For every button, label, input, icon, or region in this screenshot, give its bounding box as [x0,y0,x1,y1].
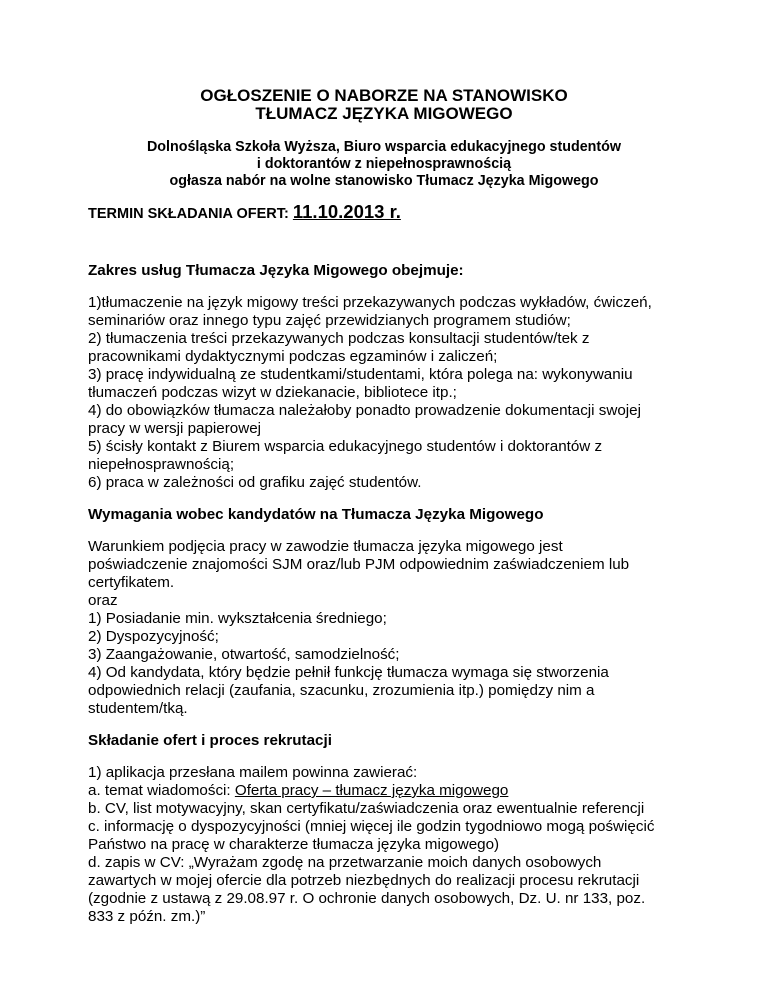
requirements-line: 2) Dyspozycyjność; [88,628,219,645]
scope-line: pracownikami dydaktycznymi podczas egzaminów i zaliczeń; [88,348,498,365]
application-line: 1) aplikacja przesłana mailem powinna zawierać: [88,764,418,781]
scope-line: seminariów oraz innego typu zajęć przewidzianych programem studiów; [88,312,571,329]
scope-line: 4) do obowiązków tłumacza należałoby ponadto prowadzenie dokumentacji swojej [88,402,641,419]
organization-line: Dolnośląska Szkoła Wyższa, Biuro wsparcia edukacyjnego studentów [146,139,622,155]
deadline [88,203,401,223]
scope-line: 1)tłumaczenie na język migowy treści przekazywanych podczas wykładów, ćwiczeń, [88,294,652,311]
requirements-line: studentem/tką. [88,700,188,717]
scope-line: pracy w wersji papierowej [88,420,262,437]
application-line: d. zapis w CV: „Wyrażam zgodę na przetwarzanie moich danych osobowych [88,854,602,871]
scope-line: 3) pracę indywidualną ze studentkami/studentami, która polega na: wykonywaniu [88,366,633,383]
application-line: b. CV, list motywacyjny, skan certyfikatu/zaświadczenia oraz ewentualnie referencji [88,800,645,817]
email-subject-value: Oferta pracy – tłumacz języka migowego [234,782,509,799]
application-heading: Składanie ofert i proces rekrutacji [88,732,332,749]
requirements-line: oraz [88,592,118,609]
deadline-date: 11.10.2013 r. [292,201,401,222]
requirements-line: certyfikatem. [88,574,175,591]
page-title-second-line: TŁUMACZ JĘZYKA MIGOWEGO [255,104,513,123]
application-line: c. informację o dyspozycyjności (mniej więcej ile godzin tygodniowo mogą poświęcić [88,818,655,835]
scope-line: 6) praca w zależności od grafiku zajęć studentów. [88,474,422,491]
email-subject-prefix: a. temat wiadomości: [88,782,235,799]
requirements-line: Warunkiem podjęcia pracy w zawodzie tłumacza języka migowego jest [88,538,563,555]
scope-line: 5) ścisły kontakt z Biurem wsparcia edukacyjnego studentów i doktorantów z [88,438,603,455]
email-subject-line [88,782,508,800]
page-title: OGŁOSZENIE O NABORZE NA STANOWISKO [200,86,568,105]
requirements-line: poświadczenie znajomości SJM oraz/lub PJM odpowiednim zaświadczeniem lub [88,556,630,573]
application-line: 833 z późn. zm.)” [88,908,206,925]
application-line: Państwo na pracę w charakterze tłumacza języka migowego) [88,836,500,853]
scope-line: tłumaczeń podczas wizyt w dziekanacie, bibliotece itp.; [88,384,457,401]
requirements-line: 1) Posiadanie min. wykształcenia średniego; [88,610,387,627]
requirements-line: 3) Zaangażowanie, otwartość, samodzielność; [88,646,400,663]
application-line: (zgodnie z ustawą z 29.08.97 r. O ochronie danych osobowych, Dz. U. nr 133, poz. [88,890,646,907]
scope-line: 2) tłumaczenia treści przekazywanych podczas konsultacji studentów/tek z [88,330,590,347]
application-line: zawartych w mojej ofercie dla potrzeb niezbędnych do realizacji procesu rekrutacji [88,872,640,889]
scope-heading: Zakres usług Tłumacza Języka Migowego obejmuje: [88,262,464,279]
scope-line: niepełnosprawnością; [88,456,235,473]
organization-line: i doktorantów z niepełnosprawnością [256,156,512,172]
requirements-heading: Wymagania wobec kandydatów na Tłumacza Języka Migowego [88,506,544,523]
requirements-line: odpowiednich relacji (zaufania, szacunku, zrozumienia itp.) pomiędzy nim a [88,682,595,699]
organization-line: ogłasza nabór na wolne stanowisko Tłumacz Języka Migowego [169,173,599,189]
deadline-label: TERMIN SKŁADANIA OFERT: [88,206,293,222]
requirements-line: 4) Od kandydata, który będzie pełnił funkcję tłumacza wymaga się stworzenia [88,664,609,681]
